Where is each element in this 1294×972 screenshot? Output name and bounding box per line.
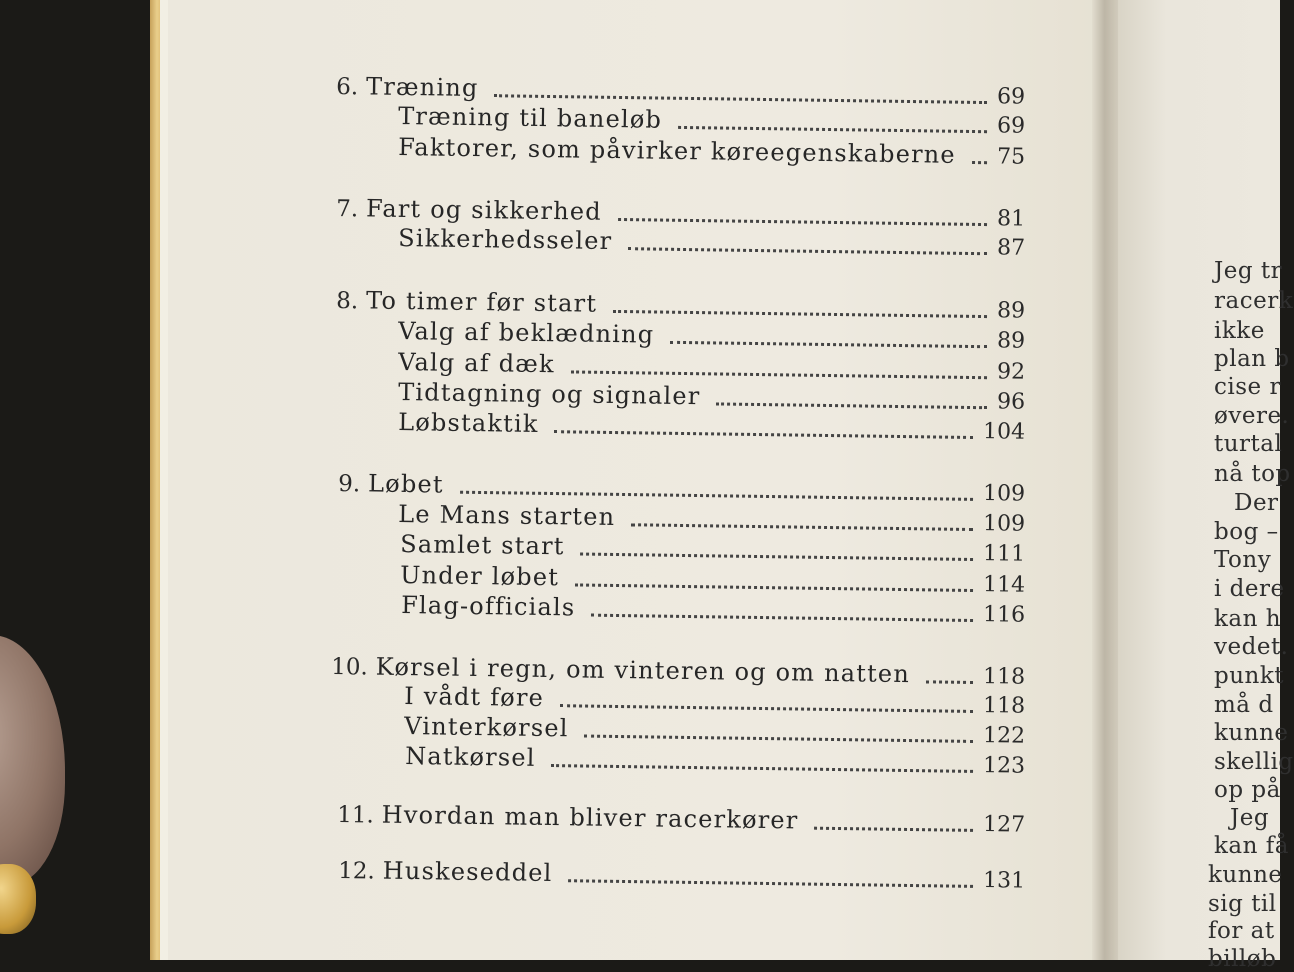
chapter-number: 8. (336, 288, 359, 315)
chapter-title: Huskeseddel (382, 856, 553, 887)
page-number: 96 (996, 389, 1026, 415)
page-number: 131 (982, 868, 1026, 894)
right-page-text-line: op på (1214, 777, 1281, 803)
chapter-number: 7. (336, 196, 359, 223)
right-page-text-line: skellig (1214, 749, 1294, 775)
right-page-text-line: sig til (1208, 891, 1277, 917)
page-number: 89 (996, 298, 1026, 324)
page-number: 81 (996, 206, 1026, 232)
chapter-title: To timer før start (365, 286, 598, 318)
page-number: 122 (982, 723, 1026, 749)
dot-leader (591, 613, 973, 622)
page-number: 92 (996, 359, 1026, 385)
dot-leader (972, 160, 987, 164)
right-page-text-line: cise r (1214, 374, 1281, 400)
section-title: Le Mans starten (398, 500, 616, 532)
page-number: 104 (982, 419, 1026, 445)
section-title: Flag-officials (401, 591, 576, 622)
right-page-text-line: plan b (1214, 346, 1290, 372)
section-title: Tidtagning og signaler (398, 378, 701, 411)
dot-leader (814, 826, 973, 832)
page-number: 69 (996, 113, 1026, 139)
right-page-text-line: nå top (1214, 461, 1291, 487)
right-page-text-line: bog – (1214, 519, 1279, 545)
right-page-text-line: turtal (1214, 431, 1283, 457)
dot-leader (554, 429, 973, 439)
chapter-title: Fart og sikkerhed (365, 194, 603, 226)
page-number: 69 (996, 84, 1026, 110)
right-page-text-line: kan h (1214, 606, 1282, 632)
right-page-text-line: kunne (1214, 720, 1289, 746)
chapter-title: Løbet (367, 469, 444, 499)
chapter-title: Kørsel i regn, om vinteren og om natten (375, 652, 911, 689)
section-title: Natkørsel (405, 742, 536, 772)
section-title: Valg af dæk (398, 348, 555, 379)
right-page-text-line: i dere (1214, 576, 1285, 602)
toc-entry (405, 736, 1025, 779)
dot-leader (568, 878, 973, 888)
page-number: 87 (996, 235, 1026, 261)
right-page (1118, 0, 1294, 972)
page-number: 118 (982, 693, 1026, 719)
page-number: 127 (982, 812, 1026, 838)
right-page-text-line: billøb (1208, 946, 1277, 972)
right-page-text-line: ikke (1214, 318, 1265, 344)
section-title: Samlet start (400, 530, 565, 561)
page-number: 116 (982, 602, 1026, 628)
right-page-text-line: punkt (1214, 663, 1285, 689)
page-number: 109 (982, 511, 1026, 537)
page-number: 109 (982, 481, 1026, 507)
chapter-number: 9. (338, 471, 361, 498)
section-title: Faktorer, som påvirker køreegenskaberne (398, 133, 957, 169)
chapter-number: 10. (331, 654, 368, 681)
right-page-text-line: Der (1234, 490, 1279, 516)
page-number: 89 (996, 328, 1026, 354)
right-page-text-line: for at (1208, 918, 1275, 944)
chapter-number: 6. (336, 74, 359, 101)
page-number: 111 (982, 541, 1026, 567)
section-title: Under løbet (400, 561, 560, 592)
chapter-number: 12. (338, 858, 375, 885)
right-page-text-line: Jeg tr (1214, 258, 1283, 284)
section-title: Vinterkørsel (404, 712, 569, 743)
dot-leader (551, 763, 973, 773)
page-number: 123 (982, 753, 1026, 779)
section-title: I vådt føre (404, 682, 545, 712)
page-number: 114 (982, 572, 1026, 598)
chapter-number: 11. (337, 802, 374, 829)
right-page-text-line: kunne (1208, 862, 1283, 888)
chapter-title: Hvordan man bliver racerkører (381, 800, 799, 835)
right-page-text-line: må d (1214, 692, 1274, 718)
section-title: Sikkerhedsseler (398, 224, 613, 255)
page-number: 118 (982, 664, 1026, 690)
section-title: Valg af beklædning (398, 317, 655, 349)
right-page-text-line: vedet. (1214, 634, 1289, 660)
right-page-text-line: Jeg (1230, 805, 1270, 831)
right-page-text-line: kan få (1214, 833, 1289, 859)
dot-leader (628, 246, 987, 255)
right-page-text-line: øvere. (1214, 403, 1290, 429)
toc-entry (337, 794, 1025, 838)
section-title: Løbstaktik (398, 408, 539, 438)
section-title: Træning til baneløb (398, 102, 663, 134)
chapter-title: Træning (365, 72, 479, 102)
toc-entry (338, 850, 1025, 894)
right-page-text-line: racerk (1214, 288, 1294, 314)
right-page-text-line: Tony (1214, 547, 1272, 573)
page-number: 75 (996, 144, 1026, 170)
